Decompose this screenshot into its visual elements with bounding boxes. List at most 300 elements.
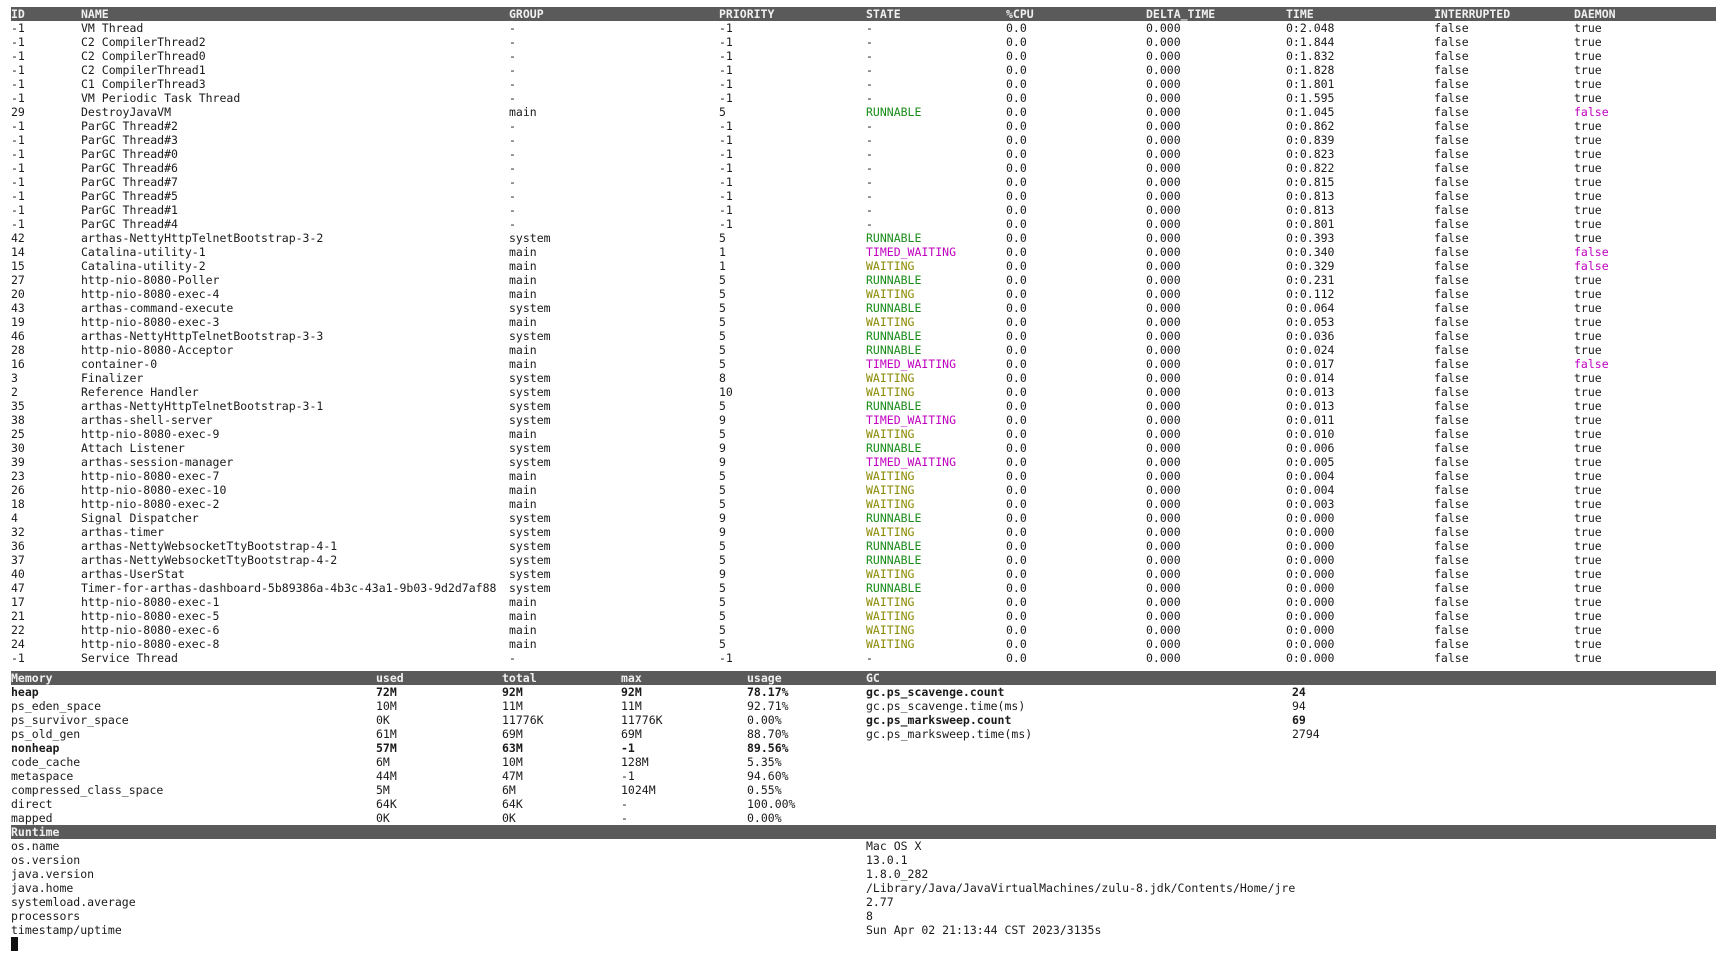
thread-row xyxy=(11,63,1716,77)
thread-cpu: 0.0 xyxy=(1006,161,1027,175)
thread-row xyxy=(11,273,1716,287)
thread-id: -1 xyxy=(11,189,25,203)
thread-state: RUNNABLE xyxy=(866,105,922,119)
thread-group: - xyxy=(509,203,516,217)
thread-priority: 5 xyxy=(719,469,726,483)
thread-daemon: true xyxy=(1574,427,1602,441)
terminal-cursor xyxy=(11,937,18,951)
prompt-line[interactable] xyxy=(11,937,1716,951)
thread-state: WAITING xyxy=(866,483,915,497)
thread-cpu: 0.0 xyxy=(1006,329,1027,343)
thread-priority: -1 xyxy=(719,147,733,161)
thread-daemon: true xyxy=(1574,63,1602,77)
memory-total: 63M xyxy=(502,741,523,755)
thread-daemon: true xyxy=(1574,413,1602,427)
memory-max: - xyxy=(621,811,628,825)
memory-max: 128M xyxy=(621,755,649,769)
memory-total: 47M xyxy=(502,769,523,783)
thread-group: - xyxy=(509,49,516,63)
thread-time: 0:0.862 xyxy=(1286,119,1335,133)
thread-priority: 9 xyxy=(719,525,726,539)
thread-state: RUNNABLE xyxy=(866,539,922,553)
runtime-value: 8 xyxy=(866,909,873,923)
runtime-title: Runtime xyxy=(11,825,60,839)
memory-max: -1 xyxy=(621,741,635,755)
thread-state: RUNNABLE xyxy=(866,301,922,315)
thread-id: 21 xyxy=(11,609,25,623)
thread-group: system xyxy=(509,399,551,413)
memory-row xyxy=(11,699,1716,713)
memory-usage: 89.56% xyxy=(747,741,789,755)
thread-id: -1 xyxy=(11,21,25,35)
thread-priority: 5 xyxy=(719,637,726,651)
thread-time: 0:0.014 xyxy=(1286,371,1335,385)
thread-name: container-0 xyxy=(81,357,158,371)
thread-time: 0:0.003 xyxy=(1286,497,1335,511)
thread-daemon: true xyxy=(1574,175,1602,189)
thread-cpu: 0.0 xyxy=(1006,217,1027,231)
thread-id: 25 xyxy=(11,427,25,441)
thread-state: TIMED_WAITING xyxy=(866,245,957,259)
thread-row xyxy=(11,371,1716,385)
thread-priority: 9 xyxy=(719,455,726,469)
thread-id: -1 xyxy=(11,77,25,91)
column-header-state: STATE xyxy=(866,7,901,21)
memory-used: 64K xyxy=(376,797,397,811)
thread-group: main xyxy=(509,483,537,497)
thread-interrupted: false xyxy=(1434,651,1469,665)
thread-cpu: 0.0 xyxy=(1006,231,1027,245)
thread-cpu: 0.0 xyxy=(1006,245,1027,259)
thread-group: - xyxy=(509,189,516,203)
thread-name: http-nio-8080-Acceptor xyxy=(81,343,234,357)
thread-time: 0:0.024 xyxy=(1286,343,1335,357)
thread-priority: -1 xyxy=(719,203,733,217)
thread-state: RUNNABLE xyxy=(866,581,922,595)
memory-row xyxy=(11,769,1716,783)
thread-group: - xyxy=(509,63,516,77)
memory-used: 0K xyxy=(376,713,390,727)
thread-id: 46 xyxy=(11,329,25,343)
thread-name: ParGC Thread#1 xyxy=(81,203,178,217)
thread-priority: -1 xyxy=(719,217,733,231)
thread-delta-time: 0.000 xyxy=(1146,581,1181,595)
thread-cpu: 0.0 xyxy=(1006,595,1027,609)
thread-cpu: 0.0 xyxy=(1006,455,1027,469)
thread-interrupted: false xyxy=(1434,609,1469,623)
thread-time: 0:0.011 xyxy=(1286,413,1335,427)
thread-delta-time: 0.000 xyxy=(1146,301,1181,315)
thread-row xyxy=(11,385,1716,399)
thread-id: 15 xyxy=(11,259,25,273)
thread-daemon: true xyxy=(1574,511,1602,525)
thread-time: 0:0.000 xyxy=(1286,637,1335,651)
thread-delta-time: 0.000 xyxy=(1146,287,1181,301)
arthas-dashboard xyxy=(11,7,1716,951)
memory-used: 57M xyxy=(376,741,397,755)
gc-metric-value: 2794 xyxy=(1292,727,1320,741)
runtime-value: /Library/Java/JavaVirtualMachines/zulu-8.jdk/Contents/Home/jre xyxy=(866,881,1296,895)
thread-row xyxy=(11,217,1716,231)
thread-group: system xyxy=(509,301,551,315)
thread-row xyxy=(11,161,1716,175)
thread-delta-time: 0.000 xyxy=(1146,455,1181,469)
thread-time: 0:0.053 xyxy=(1286,315,1335,329)
thread-state: WAITING xyxy=(866,315,915,329)
thread-name: arthas-shell-server xyxy=(81,413,213,427)
thread-row xyxy=(11,133,1716,147)
thread-state: - xyxy=(866,91,873,105)
thread-state: TIMED_WAITING xyxy=(866,413,957,427)
runtime-row xyxy=(11,867,1716,881)
thread-cpu: 0.0 xyxy=(1006,357,1027,371)
thread-state: - xyxy=(866,21,873,35)
thread-id: 2 xyxy=(11,385,18,399)
thread-delta-time: 0.000 xyxy=(1146,385,1181,399)
thread-priority: 9 xyxy=(719,441,726,455)
thread-id: 30 xyxy=(11,441,25,455)
thread-cpu: 0.0 xyxy=(1006,623,1027,637)
thread-interrupted: false xyxy=(1434,399,1469,413)
thread-row xyxy=(11,35,1716,49)
thread-priority: 5 xyxy=(719,553,726,567)
thread-time: 0:0.005 xyxy=(1286,455,1335,469)
thread-id: 35 xyxy=(11,399,25,413)
thread-priority: 5 xyxy=(719,301,726,315)
thread-time: 0:0.000 xyxy=(1286,525,1335,539)
thread-state: - xyxy=(866,175,873,189)
thread-row xyxy=(11,525,1716,539)
memory-pool-name: ps_eden_space xyxy=(11,699,102,713)
memory-column-total: total xyxy=(502,671,537,685)
thread-priority: 5 xyxy=(719,483,726,497)
thread-daemon: true xyxy=(1574,119,1602,133)
thread-cpu: 0.0 xyxy=(1006,343,1027,357)
thread-row xyxy=(11,497,1716,511)
memory-gc-section xyxy=(11,671,1716,825)
thread-delta-time: 0.000 xyxy=(1146,49,1181,63)
thread-id: -1 xyxy=(11,63,25,77)
runtime-row xyxy=(11,909,1716,923)
thread-name: VM Thread xyxy=(81,21,144,35)
thread-name: http-nio-8080-exec-9 xyxy=(81,427,220,441)
memory-pool-name: direct xyxy=(11,797,53,811)
thread-row xyxy=(11,287,1716,301)
thread-group: - xyxy=(509,35,516,49)
thread-delta-time: 0.000 xyxy=(1146,119,1181,133)
thread-interrupted: false xyxy=(1434,427,1469,441)
thread-interrupted: false xyxy=(1434,189,1469,203)
thread-cpu: 0.0 xyxy=(1006,441,1027,455)
thread-id: 32 xyxy=(11,525,25,539)
memory-total: 11M xyxy=(502,699,523,713)
thread-time: 0:0.010 xyxy=(1286,427,1335,441)
thread-group: main xyxy=(509,357,537,371)
thread-state: - xyxy=(866,203,873,217)
thread-delta-time: 0.000 xyxy=(1146,259,1181,273)
thread-state: WAITING xyxy=(866,427,915,441)
memory-pool-name: heap xyxy=(11,685,39,699)
thread-table xyxy=(11,7,1716,665)
thread-name: Reference Handler xyxy=(81,385,199,399)
thread-name: http-nio-8080-exec-5 xyxy=(81,609,220,623)
thread-row xyxy=(11,189,1716,203)
memory-pool-name: mapped xyxy=(11,811,53,825)
thread-name: Timer-for-arthas-dashboard-5b89386a-4b3c-43a1-9b03-9d2d7af88 xyxy=(81,581,497,595)
thread-state: RUNNABLE xyxy=(866,441,922,455)
thread-name: http-nio-8080-exec-8 xyxy=(81,637,220,651)
thread-state: - xyxy=(866,147,873,161)
gc-metric-value: 24 xyxy=(1292,685,1306,699)
thread-name: http-nio-8080-exec-3 xyxy=(81,315,220,329)
thread-time: 0:0.017 xyxy=(1286,357,1335,371)
thread-daemon: true xyxy=(1574,441,1602,455)
thread-cpu: 0.0 xyxy=(1006,553,1027,567)
thread-priority: 5 xyxy=(719,231,726,245)
thread-priority: 9 xyxy=(719,413,726,427)
thread-id: 26 xyxy=(11,483,25,497)
thread-id: 42 xyxy=(11,231,25,245)
thread-id: 4 xyxy=(11,511,18,525)
thread-id: 29 xyxy=(11,105,25,119)
thread-group: main xyxy=(509,595,537,609)
thread-row xyxy=(11,175,1716,189)
thread-interrupted: false xyxy=(1434,637,1469,651)
thread-daemon: true xyxy=(1574,455,1602,469)
thread-priority: 5 xyxy=(719,427,726,441)
thread-daemon: true xyxy=(1574,469,1602,483)
thread-interrupted: false xyxy=(1434,217,1469,231)
memory-row xyxy=(11,755,1716,769)
thread-daemon: true xyxy=(1574,91,1602,105)
thread-name: arthas-NettyWebsocketTtyBootstrap-4-1 xyxy=(81,539,338,553)
thread-group: system xyxy=(509,371,551,385)
memory-row xyxy=(11,783,1716,797)
column-header-name: NAME xyxy=(81,7,109,21)
thread-interrupted: false xyxy=(1434,259,1469,273)
thread-name: Finalizer xyxy=(81,371,144,385)
thread-time: 0:0.839 xyxy=(1286,133,1335,147)
thread-id: 39 xyxy=(11,455,25,469)
thread-group: main xyxy=(509,469,537,483)
memory-max: - xyxy=(621,797,628,811)
thread-cpu: 0.0 xyxy=(1006,511,1027,525)
thread-group: main xyxy=(509,315,537,329)
thread-state: - xyxy=(866,119,873,133)
thread-cpu: 0.0 xyxy=(1006,413,1027,427)
thread-interrupted: false xyxy=(1434,455,1469,469)
thread-time: 0:1.844 xyxy=(1286,35,1335,49)
thread-state: - xyxy=(866,161,873,175)
thread-delta-time: 0.000 xyxy=(1146,21,1181,35)
thread-id: 38 xyxy=(11,413,25,427)
thread-interrupted: false xyxy=(1434,441,1469,455)
memory-total: 11776K xyxy=(502,713,544,727)
thread-priority: -1 xyxy=(719,161,733,175)
thread-cpu: 0.0 xyxy=(1006,371,1027,385)
thread-daemon: false xyxy=(1574,245,1609,259)
thread-name: http-nio-8080-Poller xyxy=(81,273,220,287)
thread-id: 18 xyxy=(11,497,25,511)
thread-priority: 5 xyxy=(719,315,726,329)
thread-daemon: true xyxy=(1574,35,1602,49)
memory-row xyxy=(11,811,1716,825)
thread-priority: 5 xyxy=(719,357,726,371)
thread-cpu: 0.0 xyxy=(1006,651,1027,665)
thread-id: -1 xyxy=(11,147,25,161)
thread-cpu: 0.0 xyxy=(1006,497,1027,511)
thread-id: 16 xyxy=(11,357,25,371)
thread-group: system xyxy=(509,539,551,553)
runtime-value: Sun Apr 02 21:13:44 CST 2023/3135s xyxy=(866,923,1102,937)
thread-delta-time: 0.000 xyxy=(1146,609,1181,623)
thread-cpu: 0.0 xyxy=(1006,301,1027,315)
thread-daemon: false xyxy=(1574,357,1609,371)
thread-name: http-nio-8080-exec-6 xyxy=(81,623,220,637)
thread-interrupted: false xyxy=(1434,245,1469,259)
thread-delta-time: 0.000 xyxy=(1146,427,1181,441)
thread-name: ParGC Thread#0 xyxy=(81,147,178,161)
thread-daemon: true xyxy=(1574,553,1602,567)
thread-cpu: 0.0 xyxy=(1006,581,1027,595)
thread-daemon: true xyxy=(1574,497,1602,511)
thread-priority: 5 xyxy=(719,329,726,343)
gc-metric-value: 94 xyxy=(1292,699,1306,713)
thread-cpu: 0.0 xyxy=(1006,203,1027,217)
thread-daemon: true xyxy=(1574,301,1602,315)
thread-state: WAITING xyxy=(866,637,915,651)
thread-id: 17 xyxy=(11,595,25,609)
thread-row xyxy=(11,399,1716,413)
thread-state: TIMED_WAITING xyxy=(866,455,957,469)
thread-group: system xyxy=(509,413,551,427)
thread-time: 0:1.828 xyxy=(1286,63,1335,77)
thread-delta-time: 0.000 xyxy=(1146,343,1181,357)
thread-priority: -1 xyxy=(719,49,733,63)
thread-time: 0:0.000 xyxy=(1286,539,1335,553)
thread-time: 0:0.823 xyxy=(1286,147,1335,161)
thread-cpu: 0.0 xyxy=(1006,21,1027,35)
thread-table-header xyxy=(11,7,1716,21)
thread-state: - xyxy=(866,189,873,203)
thread-daemon: false xyxy=(1574,105,1609,119)
thread-name: ParGC Thread#7 xyxy=(81,175,178,189)
thread-state: WAITING xyxy=(866,595,915,609)
thread-name: VM Periodic Task Thread xyxy=(81,91,241,105)
thread-row xyxy=(11,567,1716,581)
thread-time: 0:0.000 xyxy=(1286,567,1335,581)
thread-interrupted: false xyxy=(1434,301,1469,315)
thread-row xyxy=(11,553,1716,567)
thread-delta-time: 0.000 xyxy=(1146,539,1181,553)
memory-max: 11776K xyxy=(621,713,663,727)
thread-name: ParGC Thread#4 xyxy=(81,217,178,231)
thread-time: 0:0.000 xyxy=(1286,511,1335,525)
thread-time: 0:0.036 xyxy=(1286,329,1335,343)
memory-usage: 92.71% xyxy=(747,699,789,713)
thread-daemon: true xyxy=(1574,161,1602,175)
thread-name: http-nio-8080-exec-7 xyxy=(81,469,220,483)
thread-group: - xyxy=(509,133,516,147)
thread-priority: 8 xyxy=(719,371,726,385)
thread-state: RUNNABLE xyxy=(866,511,922,525)
thread-row xyxy=(11,119,1716,133)
thread-delta-time: 0.000 xyxy=(1146,623,1181,637)
thread-row xyxy=(11,427,1716,441)
thread-row xyxy=(11,21,1716,35)
thread-daemon: true xyxy=(1574,203,1602,217)
thread-priority: 9 xyxy=(719,511,726,525)
thread-delta-time: 0.000 xyxy=(1146,161,1181,175)
memory-total: 92M xyxy=(502,685,523,699)
thread-group: main xyxy=(509,343,537,357)
thread-time: 0:0.231 xyxy=(1286,273,1335,287)
thread-priority: 5 xyxy=(719,343,726,357)
thread-row xyxy=(11,231,1716,245)
thread-name: http-nio-8080-exec-1 xyxy=(81,595,220,609)
thread-delta-time: 0.000 xyxy=(1146,413,1181,427)
thread-time: 0:1.045 xyxy=(1286,105,1335,119)
thread-daemon: true xyxy=(1574,49,1602,63)
memory-used: 61M xyxy=(376,727,397,741)
thread-cpu: 0.0 xyxy=(1006,49,1027,63)
memory-row xyxy=(11,727,1716,741)
column-header-group: GROUP xyxy=(509,7,544,21)
thread-delta-time: 0.000 xyxy=(1146,469,1181,483)
thread-name: DestroyJavaVM xyxy=(81,105,172,119)
thread-time: 0:0.329 xyxy=(1286,259,1335,273)
thread-row xyxy=(11,581,1716,595)
thread-priority: -1 xyxy=(719,119,733,133)
runtime-key: timestamp/uptime xyxy=(11,923,122,937)
thread-time: 0:0.000 xyxy=(1286,553,1335,567)
thread-delta-time: 0.000 xyxy=(1146,497,1181,511)
thread-time: 0:1.801 xyxy=(1286,77,1335,91)
thread-priority: -1 xyxy=(719,35,733,49)
thread-cpu: 0.0 xyxy=(1006,315,1027,329)
gc-metric-name: gc.ps_marksweep.count xyxy=(866,713,1012,727)
thread-name: http-nio-8080-exec-4 xyxy=(81,287,220,301)
thread-id: 37 xyxy=(11,553,25,567)
thread-delta-time: 0.000 xyxy=(1146,273,1181,287)
thread-row xyxy=(11,595,1716,609)
thread-row xyxy=(11,77,1716,91)
thread-delta-time: 0.000 xyxy=(1146,595,1181,609)
thread-interrupted: false xyxy=(1434,49,1469,63)
thread-interrupted: false xyxy=(1434,105,1469,119)
memory-pool-name: nonheap xyxy=(11,741,60,755)
thread-cpu: 0.0 xyxy=(1006,483,1027,497)
thread-interrupted: false xyxy=(1434,35,1469,49)
thread-delta-time: 0.000 xyxy=(1146,231,1181,245)
thread-priority: 9 xyxy=(719,567,726,581)
thread-group: system xyxy=(509,567,551,581)
thread-group: - xyxy=(509,217,516,231)
runtime-key: java.version xyxy=(11,867,95,881)
thread-state: - xyxy=(866,77,873,91)
column-header-id: ID xyxy=(11,7,25,21)
thread-delta-time: 0.000 xyxy=(1146,441,1181,455)
thread-time: 0:0.013 xyxy=(1286,385,1335,399)
memory-usage: 0.00% xyxy=(747,811,782,825)
memory-table-header xyxy=(11,671,1716,685)
thread-time: 0:1.595 xyxy=(1286,91,1335,105)
thread-group: - xyxy=(509,651,516,665)
thread-priority: 5 xyxy=(719,623,726,637)
thread-delta-time: 0.000 xyxy=(1146,91,1181,105)
column-header-daemon: DAEMON xyxy=(1574,7,1616,21)
thread-interrupted: false xyxy=(1434,539,1469,553)
